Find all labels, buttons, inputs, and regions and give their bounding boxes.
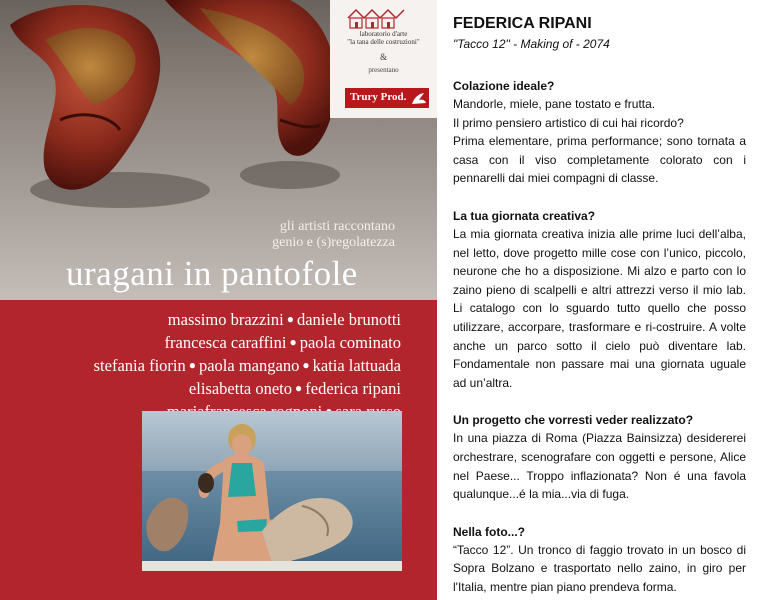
hand-icon xyxy=(410,90,428,106)
artist-name: paola cominato xyxy=(299,333,401,352)
artist-name: federica ripani xyxy=(305,379,401,398)
poster-subtitle-line-1: gli artisti raccontano xyxy=(279,219,395,234)
answer: In una piazza di Roma (Piazza Bainsizza) desidererei orchestrare, scenografare con oggetti e persone, Alice nel Paese... Troppo inflazionata? Non é una favola qualunque...é la mia...via di fuga. xyxy=(453,431,746,502)
answer: “Tacco 12”. Un tronco di faggio trovato in un bosco di Sopra Bolzano e trasportato nello zaino, in giro per l'Italia, mentre pian piano prendeva forma. xyxy=(453,542,746,594)
logo-line-1: laboratorio d'arte xyxy=(359,30,408,38)
artist-name: stefania fiorin xyxy=(93,356,186,375)
artist-list xyxy=(94,308,401,423)
qa-block xyxy=(453,78,746,188)
answer: Mandorle, miele, pane tostato e frutta. Il primo pensiero artistico di cui hai ricordo? Prima elementare, prima performance; sono tornata a casa con il viso completamente colorato con i pennarelli dai miei compagni di classe. xyxy=(453,97,746,186)
artist-name: massimo brazzini xyxy=(167,310,284,329)
answer: La mia giornata creativa inizia alle prime luci dell’alba, nel letto, dove progetto mille cose con l’unico, piccolo, neurone che ho a disposizione. Mi alzo e parto con lo zaino pieno di scalpelli e altri attrezzi verso il mio lab. Li catalogo con lo sguardo tutto quello che posso utilizzare, accorpare, trasformare e ri-costruire. A volte anche un parco sotto il cielo può diventare lab. Fondamentale non passare mai una giornata uguale ad un’altra. xyxy=(453,226,746,390)
question: Un progetto che vorresti veder realizzato? xyxy=(453,413,694,428)
poster-title: uragani in pantofole xyxy=(66,254,358,293)
qa-block xyxy=(453,208,746,392)
bullet-icon: ● xyxy=(286,312,294,326)
question: Colazione ideale? xyxy=(453,79,555,93)
logo-line-2: "la tana delle costruzioni" xyxy=(347,38,420,46)
bullet-icon: ● xyxy=(188,358,196,372)
artist-line xyxy=(94,377,401,400)
trury-label: Trury Prod. xyxy=(350,91,407,103)
artwork-caption: "Tacco 12" - Making of - 2074 xyxy=(453,37,610,51)
poster-subtitle-line-2: genio e (s)regolatezza xyxy=(272,235,395,250)
artist-name: daniele brunotti xyxy=(296,310,401,329)
artist-name: katia lattuada xyxy=(312,356,401,375)
author-name: FEDERICA RIPANI xyxy=(453,15,592,32)
question: Nella foto...? xyxy=(453,524,525,539)
ampersand: & xyxy=(379,52,387,62)
bullet-icon: ● xyxy=(295,381,303,395)
interview-article xyxy=(453,14,746,596)
question: La tua giornata creativa? xyxy=(453,208,596,223)
artist-sculpting-photo xyxy=(142,411,402,571)
bullet-icon: ● xyxy=(302,358,310,372)
artist-name: francesca caraffini xyxy=(164,333,287,352)
qa-block xyxy=(453,524,746,597)
house-logo-icon xyxy=(346,6,406,30)
artist-line xyxy=(94,308,401,331)
presentano-label: presentano xyxy=(368,66,399,74)
qa-block xyxy=(453,412,746,503)
artist-line xyxy=(94,354,401,377)
bullet-icon: ● xyxy=(289,335,297,349)
artist-name: paola mangano xyxy=(198,356,300,375)
artist-line xyxy=(94,331,401,354)
artist-name: elisabetta oneto xyxy=(188,379,293,398)
